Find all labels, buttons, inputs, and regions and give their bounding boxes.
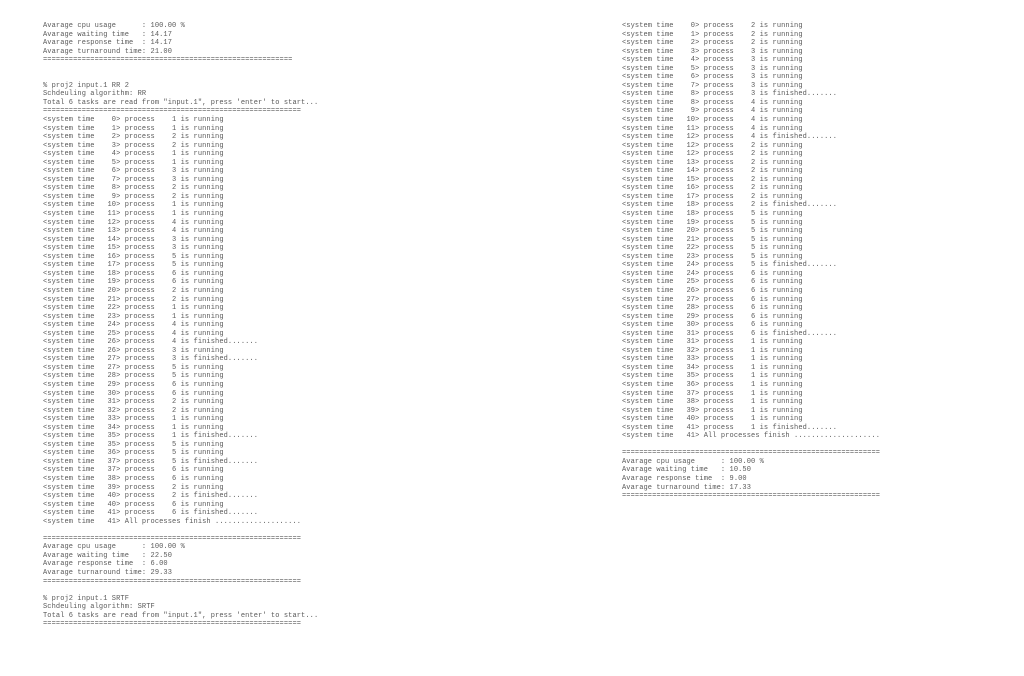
terminal-line: <system time 18> process 2 is finished....... <box>622 201 838 210</box>
terminal-line: <system time 38> process 6 is running <box>43 474 224 483</box>
terminal-line: <system time 4> process 1 is running <box>43 150 224 159</box>
terminal-line: Avarage turnaround time: 21.00 <box>43 47 173 56</box>
terminal-line: <system time 21> process 5 is running <box>622 235 803 244</box>
terminal-line: ============================================================ <box>43 620 302 629</box>
terminal-line: <system time 22> process 5 is running <box>622 244 803 253</box>
terminal-line: <system time 40> process 6 is running <box>43 500 224 509</box>
terminal-line: <system time 4> process 3 is running <box>622 56 803 65</box>
terminal-line: <system time 9> process 4 is running <box>622 107 803 116</box>
terminal-line: <system time 18> process 6 is running <box>43 269 224 278</box>
terminal-line: <system time 40> process 1 is running <box>622 415 803 424</box>
terminal-line: <system time 39> process 1 is running <box>622 406 803 415</box>
terminal-line: <system time 35> process 1 is finished....... <box>43 432 259 441</box>
terminal-line: <system time 34> process 1 is running <box>43 423 224 432</box>
terminal-line: <system time 16> process 2 is running <box>622 184 803 193</box>
terminal-line: ========================================================== <box>43 56 293 65</box>
terminal-line: <system time 36> process 5 is running <box>43 449 224 458</box>
terminal-line <box>43 73 318 82</box>
terminal-line: ============================================================ <box>43 534 302 543</box>
terminal-line: <system time 20> process 5 is running <box>622 227 803 236</box>
terminal-line: <system time 31> process 1 is running <box>622 338 803 347</box>
terminal-line: <system time 16> process 5 is running <box>43 252 224 261</box>
terminal-line: <system time 13> process 4 is running <box>43 227 224 236</box>
terminal-line: % proj2 input.1 RR 2 <box>43 81 130 90</box>
terminal-line: <system time 0> process 1 is running <box>43 116 224 125</box>
terminal-line: <system time 11> process 4 is running <box>622 124 803 133</box>
terminal-line: <system time 23> process 1 is running <box>43 312 224 321</box>
terminal-line: <system time 21> process 2 is running <box>43 295 224 304</box>
terminal-line: <system time 14> process 3 is running <box>43 235 224 244</box>
terminal-line: <system time 30> process 6 is running <box>43 389 224 398</box>
terminal-line: <system time 37> process 5 is finished....... <box>43 457 259 466</box>
terminal-line: Total 6 tasks are read from "input.1", press 'enter' to start... <box>43 98 319 107</box>
terminal-line: <system time 9> process 2 is running <box>43 192 224 201</box>
terminal-line: Avarage waiting time : 10.50 <box>622 466 752 475</box>
terminal-line: <system time 2> process 2 is running <box>43 133 224 142</box>
terminal-line: Avarage cpu usage : 100.00 % <box>622 457 764 466</box>
terminal-line: ============================================================ <box>622 449 881 458</box>
terminal-line: <system time 31> process 2 is running <box>43 398 224 407</box>
terminal-line: <system time 37> process 6 is running <box>43 466 224 475</box>
terminal-line: <system time 7> process 3 is running <box>43 175 224 184</box>
terminal-line: <system time 3> process 2 is running <box>43 141 224 150</box>
terminal-line: <system time 38> process 1 is running <box>622 398 803 407</box>
terminal-line: <system time 41> process 6 is finished....... <box>43 509 259 518</box>
terminal-line: <system time 39> process 2 is running <box>43 483 224 492</box>
terminal-line: <system time 12> process 4 is finished....... <box>622 133 838 142</box>
terminal-line: <system time 36> process 1 is running <box>622 380 803 389</box>
terminal-line: <system time 12> process 4 is running <box>43 218 224 227</box>
terminal-line: <system time 26> process 3 is running <box>43 346 224 355</box>
terminal-line: <system time 24> process 5 is finished....... <box>622 261 838 270</box>
terminal-line: <system time 35> process 1 is running <box>622 372 803 381</box>
terminal-line: <system time 12> process 2 is running <box>622 141 803 150</box>
terminal-line: <system time 6> process 3 is running <box>622 73 803 82</box>
terminal-line: <system time 7> process 3 is running <box>622 81 803 90</box>
terminal-output-left <box>43 22 318 629</box>
terminal-line: <system time 8> process 3 is finished....... <box>622 90 838 99</box>
terminal-line: <system time 31> process 6 is finished....... <box>622 329 838 338</box>
terminal-line: <system time 15> process 2 is running <box>622 175 803 184</box>
terminal-line: <system time 24> process 6 is running <box>622 269 803 278</box>
terminal-line: <system time 27> process 3 is finished....... <box>43 355 259 364</box>
terminal-line: <system time 11> process 1 is running <box>43 210 224 219</box>
terminal-line: <system time 3> process 3 is running <box>622 47 803 56</box>
terminal-line: <system time 29> process 6 is running <box>43 380 224 389</box>
terminal-line: <system time 22> process 1 is running <box>43 304 224 313</box>
terminal-line: Schdeuling algorithm: RR <box>43 90 147 99</box>
terminal-line: <system time 2> process 2 is running <box>622 39 803 48</box>
terminal-line: <system time 28> process 6 is running <box>622 304 803 313</box>
terminal-line: <system time 10> process 1 is running <box>43 201 224 210</box>
terminal-line: % proj2 input.1 SRTF <box>43 594 130 603</box>
terminal-line: <system time 29> process 6 is running <box>622 312 803 321</box>
terminal-line: <system time 19> process 6 is running <box>43 278 224 287</box>
terminal-line: <system time 26> process 6 is running <box>622 286 803 295</box>
terminal-line: <system time 28> process 5 is running <box>43 372 224 381</box>
terminal-line <box>622 441 880 450</box>
terminal-line <box>43 586 318 595</box>
terminal-line: <system time 25> process 6 is running <box>622 278 803 287</box>
terminal-line: <system time 1> process 2 is running <box>622 30 803 39</box>
terminal-line: <system time 0> process 2 is running <box>622 22 803 30</box>
terminal-line: ============================================================ <box>622 492 881 501</box>
terminal-line: <system time 1> process 1 is running <box>43 124 224 133</box>
terminal-line: Avarage waiting time : 14.17 <box>43 30 173 39</box>
terminal-line: <system time 27> process 5 is running <box>43 363 224 372</box>
terminal-line: Avarage cpu usage : 100.00 % <box>43 543 185 552</box>
terminal-line: Avarage cpu usage : 100.00 % <box>43 22 185 30</box>
terminal-line: Avarage response time : 9.00 <box>622 474 747 483</box>
terminal-line: ============================================================ <box>43 107 302 116</box>
terminal-line: <system time 30> process 6 is running <box>622 321 803 330</box>
terminal-line: <system time 41> process 1 is finished....... <box>622 423 838 432</box>
terminal-line: <system time 8> process 2 is running <box>43 184 224 193</box>
terminal-line: <system time 15> process 3 is running <box>43 244 224 253</box>
terminal-line: <system time 33> process 1 is running <box>622 355 803 364</box>
terminal-output-right <box>622 22 880 501</box>
terminal-line: <system time 41> All processes finish .................... <box>43 517 302 526</box>
terminal-line: <system time 37> process 1 is running <box>622 389 803 398</box>
terminal-line: Avarage response time : 14.17 <box>43 39 173 48</box>
terminal-line: <system time 35> process 5 is running <box>43 440 224 449</box>
terminal-line: <system time 24> process 4 is running <box>43 321 224 330</box>
terminal-line: <system time 41> All processes finish .................... <box>622 432 881 441</box>
terminal-line: <system time 5> process 1 is running <box>43 158 224 167</box>
terminal-line: <system time 26> process 4 is finished....... <box>43 338 259 347</box>
terminal-line: Schdeuling algorithm: SRTF <box>43 603 155 612</box>
terminal-line: Avarage waiting time : 22.50 <box>43 551 173 560</box>
terminal-line: <system time 17> process 5 is running <box>43 261 224 270</box>
terminal-line: <system time 19> process 5 is running <box>622 218 803 227</box>
terminal-line: Avarage turnaround time: 29.33 <box>43 569 173 577</box>
terminal-line: <system time 14> process 2 is running <box>622 167 803 176</box>
terminal-line: <system time 10> process 4 is running <box>622 116 803 125</box>
terminal-line: <system time 5> process 3 is running <box>622 64 803 73</box>
terminal-line: Avarage response time : 6.00 <box>43 560 168 569</box>
terminal-line: <system time 23> process 5 is running <box>622 252 803 261</box>
terminal-line: <system time 32> process 1 is running <box>622 346 803 355</box>
terminal-line <box>43 65 318 74</box>
terminal-line: <system time 40> process 2 is finished....... <box>43 492 259 501</box>
terminal-line: <system time 25> process 4 is running <box>43 329 224 338</box>
terminal-line: <system time 34> process 1 is running <box>622 363 803 372</box>
terminal-line: <system time 17> process 2 is running <box>622 192 803 201</box>
terminal-line: <system time 13> process 2 is running <box>622 158 803 167</box>
terminal-line: <system time 8> process 4 is running <box>622 98 803 107</box>
terminal-line: Avarage turnaround time: 17.33 <box>622 483 752 492</box>
terminal-line: <system time 12> process 2 is running <box>622 150 803 159</box>
terminal-line <box>43 526 318 535</box>
terminal-line: <system time 27> process 6 is running <box>622 295 803 304</box>
terminal-line: <system time 6> process 3 is running <box>43 167 224 176</box>
terminal-line: <system time 32> process 2 is running <box>43 406 224 415</box>
terminal-line: Total 6 tasks are read from "input.1", press 'enter' to start... <box>43 611 319 620</box>
terminal-line: <system time 33> process 1 is running <box>43 415 224 424</box>
terminal-line: <system time 20> process 2 is running <box>43 286 224 295</box>
terminal-line: <system time 18> process 5 is running <box>622 210 803 219</box>
terminal-line: ============================================================ <box>43 577 302 586</box>
